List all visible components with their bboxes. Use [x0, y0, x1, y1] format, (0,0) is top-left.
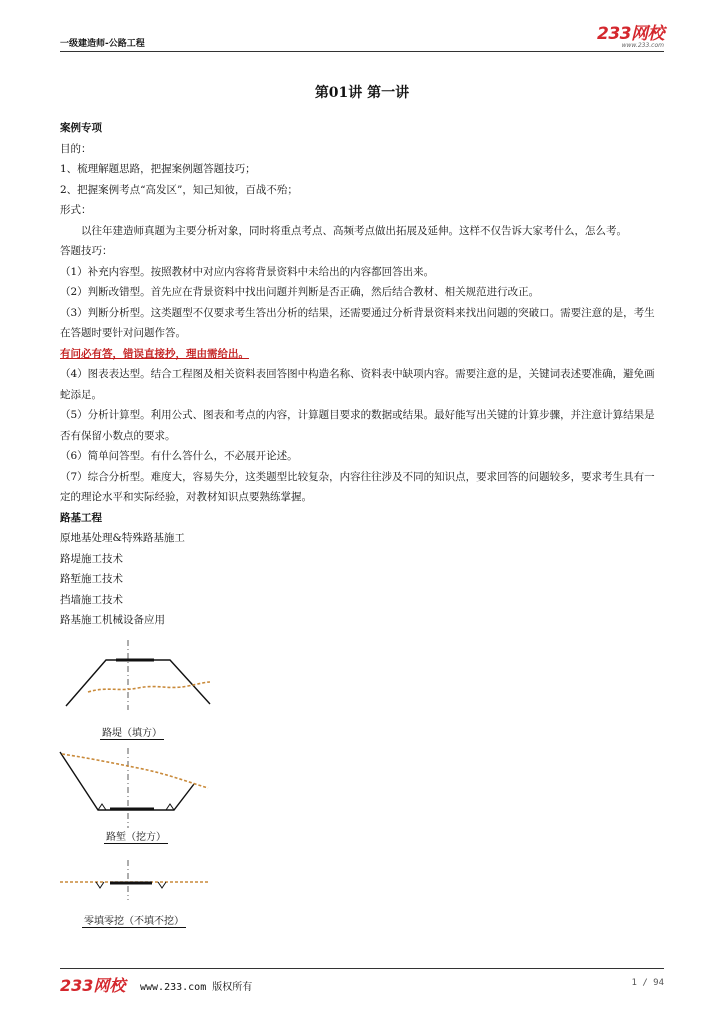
- topic-item: 路基施工机械设备应用: [60, 614, 165, 626]
- form-label: 形式：: [60, 204, 92, 216]
- tip-item: （2）判断改错型。首先应在背景资料中找出问题并判断是否正确，然后结合教材、相关规范进行改正。: [60, 286, 540, 298]
- main-content: [60, 118, 664, 631]
- logo-url: www.233.com: [621, 42, 664, 49]
- purpose-item: 1、梳理解题思路，把握案例题答题技巧；: [60, 163, 256, 175]
- form-text: 以往年建造师真题为主要分析对象，同时将重点考点、高频考点做出拓展及延伸。这样不仅告诉大家考什么，怎么考。: [81, 224, 627, 237]
- page-footer: [60, 968, 664, 998]
- topic-item: 挡墙施工技术: [60, 593, 123, 606]
- header-logo: [597, 26, 664, 49]
- embankment-diagram: [58, 640, 228, 740]
- page-header: [60, 24, 664, 52]
- page-title: 第01讲 第一讲: [314, 85, 410, 101]
- embankment-drawing: [58, 640, 228, 720]
- footer-logo: 233网校: [60, 976, 126, 995]
- topic-item: 路堑施工技术: [60, 573, 123, 585]
- purpose-item: 2、把握案例考点“高发区”，知己知彼，百战不殆；: [60, 183, 298, 196]
- footer-copyright: www.233.com 版权所有: [140, 982, 253, 993]
- tip-item: （7）综合分析型。难度大，容易失分，这类题型比较复杂，内容往往涉及不同的知识点，要求回答的问题较多，要求考生具有一定的理论水平和实际经验，对教材知识点要熟练掌握。: [60, 470, 655, 503]
- zero-fill-label: 零填零挖（不填不挖）: [82, 912, 186, 928]
- tip-item: （3）判断分析型。这类题型不仅要求考生答出分析的结果，还需要通过分析背景资料来找出问题的突破口。需要注意的是，考生在答题时要针对问题作答。: [60, 306, 655, 339]
- tips-label: 答题技巧：: [60, 245, 113, 257]
- purpose-label: 目的：: [60, 142, 92, 155]
- roadbed-heading: 路基工程: [60, 511, 102, 524]
- red-note: 有问必有答，错误直接抄，理由需给出。: [60, 347, 249, 360]
- cutting-diagram: [58, 748, 228, 848]
- tip-item: （5）分析计算型。利用公式、图表和考点的内容，计算题目要求的数据或结果。最好能写出关键的计算步骤，并注意计算结果是否有保留小数点的要求。: [60, 409, 655, 442]
- tip-item: （4）图表表达型。结合工程图及相关资料表回答图中构造名称、资料表中缺项内容。需要注意的是，关键词表述要准确，避免画蛇添足。: [60, 368, 655, 401]
- page-number: 1 / 94: [631, 978, 664, 988]
- tip-item: （6）简单问答型。有什么答什么，不必展开论述。: [60, 450, 298, 462]
- section-heading: 案例专项: [60, 122, 102, 134]
- tip-item: （1）补充内容型。按照教材中对应内容将背景资料中未给出的内容都回答出来。: [60, 265, 435, 278]
- cutting-label: 路堑（挖方）: [104, 828, 168, 844]
- topic-item: 原地基处理&特殊路基施工: [60, 532, 185, 544]
- topic-item: 路堤施工技术: [60, 552, 123, 565]
- embankment-label: 路堤（填方）: [100, 724, 164, 740]
- cutting-drawing: [58, 748, 228, 828]
- zero-fill-drawing: [58, 860, 228, 900]
- header-doc-title: 一级建造师-公路工程: [60, 39, 145, 49]
- logo-main-text: 233网校: [597, 24, 664, 44]
- zero-fill-diagram: [58, 860, 228, 930]
